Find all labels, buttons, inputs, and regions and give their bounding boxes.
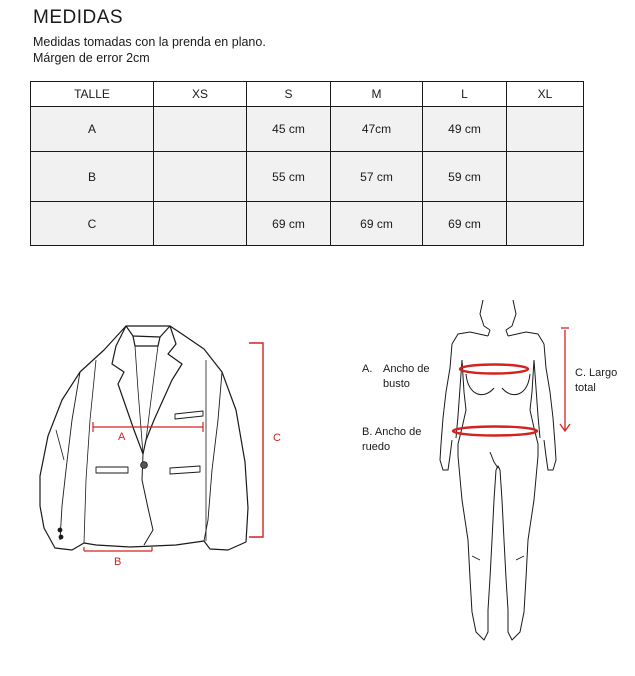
jacket-measure-c [249,343,263,537]
figure-label-b-line1: Ancho de [374,426,422,438]
total-length-arrow-icon [560,328,570,431]
subtitle-line-2: Márgen de error 2cm [33,51,150,65]
jacket-label-b: B [114,556,122,568]
figure-label-b-letter: B. [362,426,373,438]
figure-label-c-line1: C. Largo [575,367,618,379]
table-cell: 69 cm [331,202,423,246]
table-cell: 49 cm [423,107,507,152]
jacket-label-a: A [118,431,126,443]
jacket-measure-b [84,547,152,551]
col-header-talle: TALLE [31,82,154,107]
table-cell: 47cm [331,107,423,152]
figure-label-b [362,425,421,455]
row-label: C [31,202,154,246]
figure-label-a-line1: Ancho de [383,363,430,375]
table-cell: 55 cm [247,152,331,202]
table-cell: 45 cm [247,107,331,152]
col-header-m: M [331,82,423,107]
figure-label-a [383,362,429,392]
col-header-xs: XS [154,82,247,107]
body-figure-illustration [440,300,556,640]
row-label: B [31,152,154,202]
subtitle-line-1: Medidas tomadas con la prenda en plano. [33,35,266,49]
figure-label-c [575,366,617,396]
table-cell: 59 cm [423,152,507,202]
hem-measure-band [453,427,537,436]
jacket-button-icon [141,462,148,469]
row-label: A [31,107,154,152]
jacket-illustration [40,326,248,550]
col-header-xl: XL [507,82,584,107]
figure-label-a-letter: A. [362,363,373,375]
figure-label-a-line2: busto [383,378,410,390]
col-header-s: S [247,82,331,107]
figure-label-c-line2: total [575,382,596,394]
page-title: MEDIDAS [33,7,124,28]
bust-measure-band [460,365,528,374]
table-cell: 69 cm [423,202,507,246]
table-cell: 69 cm [247,202,331,246]
col-header-l: L [423,82,507,107]
jacket-label-c: C [273,432,281,444]
table-cell: 57 cm [331,152,423,202]
figure-label-b-line2: ruedo [362,441,391,453]
